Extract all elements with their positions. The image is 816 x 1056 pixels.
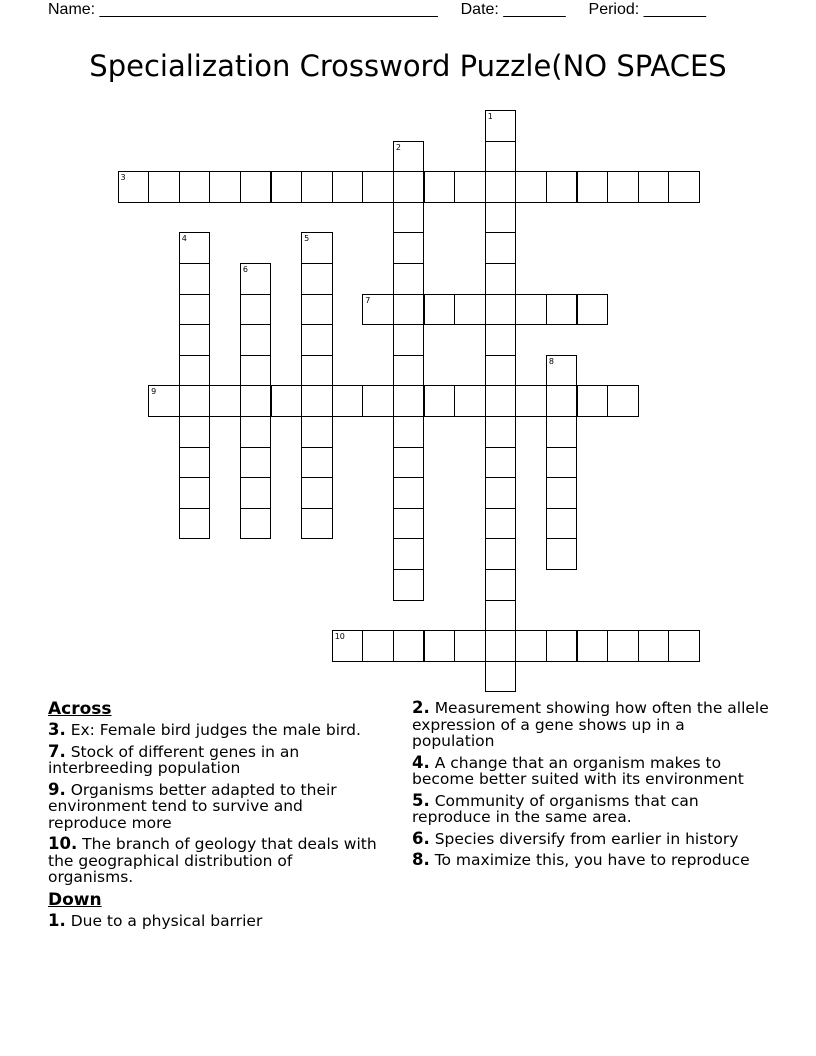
crossword-cell[interactable] [393,232,425,264]
crossword-cell[interactable] [546,508,578,540]
crossword-cell[interactable] [546,171,578,203]
crossword-cell[interactable] [515,171,547,203]
crossword-cell[interactable] [301,385,333,417]
crossword-cell[interactable] [179,324,211,356]
crossword-cell[interactable] [485,630,517,662]
crossword-cell[interactable] [301,171,333,203]
crossword-cell[interactable] [485,661,517,693]
crossword-cell[interactable] [546,416,578,448]
crossword-cell[interactable] [485,477,517,509]
crossword-cell[interactable] [485,538,517,570]
crossword-cell[interactable] [301,263,333,295]
crossword-cell[interactable] [240,294,272,326]
crossword-cell[interactable] [393,416,425,448]
crossword-cell[interactable] [577,171,609,203]
crossword-cell[interactable] [118,171,150,203]
clue-number: 2 [395,142,401,152]
clue-number: 9 [151,387,157,397]
crossword-cell[interactable] [607,385,639,417]
crossword-cell[interactable] [485,141,517,173]
crossword-cell[interactable] [332,171,364,203]
crossword-cell[interactable] [179,294,211,326]
across-heading: Across [48,699,112,719]
crossword-cell[interactable] [393,385,425,417]
crossword-cell[interactable] [301,477,333,509]
crossword-cell[interactable] [607,171,639,203]
crossword-cell[interactable] [393,171,425,203]
crossword-cell[interactable] [271,171,303,203]
crossword-cell[interactable] [393,569,425,601]
clue-down-8: 8. To maximize this, you have to reproduce [412,850,750,869]
crossword-cell[interactable] [301,324,333,356]
crossword-cell[interactable] [148,171,180,203]
crossword-cell[interactable] [179,355,211,387]
crossword-cell[interactable] [240,447,272,479]
crossword-cell[interactable] [546,538,578,570]
crossword-cell[interactable] [546,447,578,479]
clue-across-7: 7. Stock of different genes in an interbreeding population [48,741,300,777]
crossword-cell[interactable] [301,294,333,326]
period-blank[interactable]: _______ [643,1,706,18]
crossword-cell[interactable] [393,538,425,570]
crossword-cell[interactable] [668,630,700,662]
crossword-cell[interactable] [209,385,241,417]
clue-down-4: 4. A change that an organism makes to become better suited with its environment [412,752,744,788]
crossword-cell[interactable] [240,508,272,540]
crossword-cell[interactable] [515,385,547,417]
crossword-cell[interactable] [332,385,364,417]
crossword-cell[interactable] [179,263,211,295]
crossword-cell[interactable] [485,110,517,142]
clue-down-2: 2. Measurement showing how often the allele expression of a gene shows up in a population [412,698,769,750]
crossword-cell[interactable] [546,385,578,417]
crossword-cell[interactable] [301,508,333,540]
crossword-cell[interactable] [179,477,211,509]
crossword-cell[interactable] [179,232,211,264]
crossword-cell[interactable] [485,385,517,417]
crossword-cell[interactable] [179,447,211,479]
name-blank[interactable]: ______________________________________ [99,1,438,18]
crossword-cell[interactable] [485,416,517,448]
clue-across-9: 9. Organisms better adapted to their environment tend to survive and reproduce more [48,779,337,832]
crossword-cell[interactable] [301,416,333,448]
crossword-cell[interactable] [240,355,272,387]
crossword-cell[interactable] [638,630,670,662]
clue-number: 10 [334,632,345,642]
crossword-cell[interactable] [271,385,303,417]
crossword-cell[interactable] [301,447,333,479]
crossword-cell[interactable] [577,630,609,662]
crossword-cell[interactable] [454,630,486,662]
crossword-cell[interactable] [179,385,211,417]
crossword-cell[interactable] [393,630,425,662]
crossword-cell[interactable] [454,385,486,417]
clue-number: 3 [120,173,126,183]
clue-number: 7 [365,295,371,305]
crossword-cell[interactable] [485,232,517,264]
crossword-cell[interactable] [393,447,425,479]
crossword-cell[interactable] [240,416,272,448]
crossword-cell[interactable] [546,294,578,326]
crossword-cell[interactable] [209,171,241,203]
crossword-cell[interactable] [240,477,272,509]
crossword-cell[interactable] [485,569,517,601]
clue-column-left [48,700,378,934]
crossword-cell[interactable] [607,630,639,662]
crossword-cell[interactable] [485,600,517,632]
crossword-cell[interactable] [485,508,517,540]
crossword-cell[interactable] [424,630,456,662]
crossword-cell[interactable] [515,630,547,662]
crossword-cell[interactable] [393,508,425,540]
crossword-cell[interactable] [424,385,456,417]
crossword-cell[interactable] [485,355,517,387]
clue-down-5: 5. Community of organisms that can reproduce in the same area. [412,790,699,826]
crossword-cell[interactable] [393,141,425,173]
crossword-cell[interactable] [485,171,517,203]
crossword-cell[interactable] [577,294,609,326]
crossword-cell[interactable] [362,171,394,203]
crossword-cell[interactable] [546,355,578,387]
clue-number: 8 [548,356,554,366]
crossword-cell[interactable] [179,508,211,540]
crossword-cell[interactable] [485,263,517,295]
crossword-cell[interactable] [424,171,456,203]
crossword-cell[interactable] [362,385,394,417]
crossword-cell[interactable] [301,232,333,264]
crossword-cell[interactable] [638,171,670,203]
crossword-cell[interactable] [393,294,425,326]
name-label: Name: [48,1,96,18]
clue-across-10: 10. The branch of geology that deals with the geographical distribution of organisms. [48,834,377,886]
clue-number: 4 [181,234,187,244]
crossword-cell[interactable] [362,630,394,662]
crossword-cell[interactable] [454,294,486,326]
crossword-cell[interactable] [393,263,425,295]
crossword-cell[interactable] [485,202,517,234]
crossword-cell[interactable] [393,324,425,356]
crossword-cell[interactable] [393,477,425,509]
crossword-cell[interactable] [301,355,333,387]
crossword-cell[interactable] [362,294,394,326]
crossword-cell[interactable] [393,355,425,387]
crossword-cell[interactable] [424,294,456,326]
crossword-cell[interactable] [332,630,364,662]
clue-column-right [412,700,772,874]
crossword-cell[interactable] [240,385,272,417]
crossword-cell[interactable] [240,324,272,356]
date-blank[interactable]: _______ [503,1,566,18]
clue-number: 5 [304,234,310,244]
crossword-cell[interactable] [485,447,517,479]
crossword-cell[interactable] [240,171,272,203]
clue-across-3: 3. Ex: Female bird judges the male bird. [48,720,361,739]
crossword-cell[interactable] [546,630,578,662]
crossword-cell[interactable] [485,294,517,326]
crossword-cell[interactable] [515,294,547,326]
crossword-cell[interactable] [179,416,211,448]
crossword-cell[interactable] [148,385,180,417]
clue-number: 1 [487,112,493,121]
crossword-cell[interactable] [485,324,517,356]
period-label: Period: [588,1,640,18]
crossword-cell[interactable] [454,171,486,203]
crossword-cell[interactable] [179,171,211,203]
down-heading: Down [48,889,102,910]
crossword-cell[interactable] [577,385,609,417]
clue-down-1: 1. Due to a physical barrier [48,910,263,930]
page-title: Specialization Crossword Puzzle(NO SPACES [89,49,727,83]
date-label: Date: [460,1,499,18]
clue-down-6: 6. Species diversify from earlier in history [412,828,739,848]
crossword-cell[interactable] [393,202,425,234]
crossword-cell[interactable] [546,477,578,509]
crossword-cell[interactable] [668,171,700,203]
crossword-cell[interactable] [240,263,272,295]
clue-number: 6 [242,265,248,274]
